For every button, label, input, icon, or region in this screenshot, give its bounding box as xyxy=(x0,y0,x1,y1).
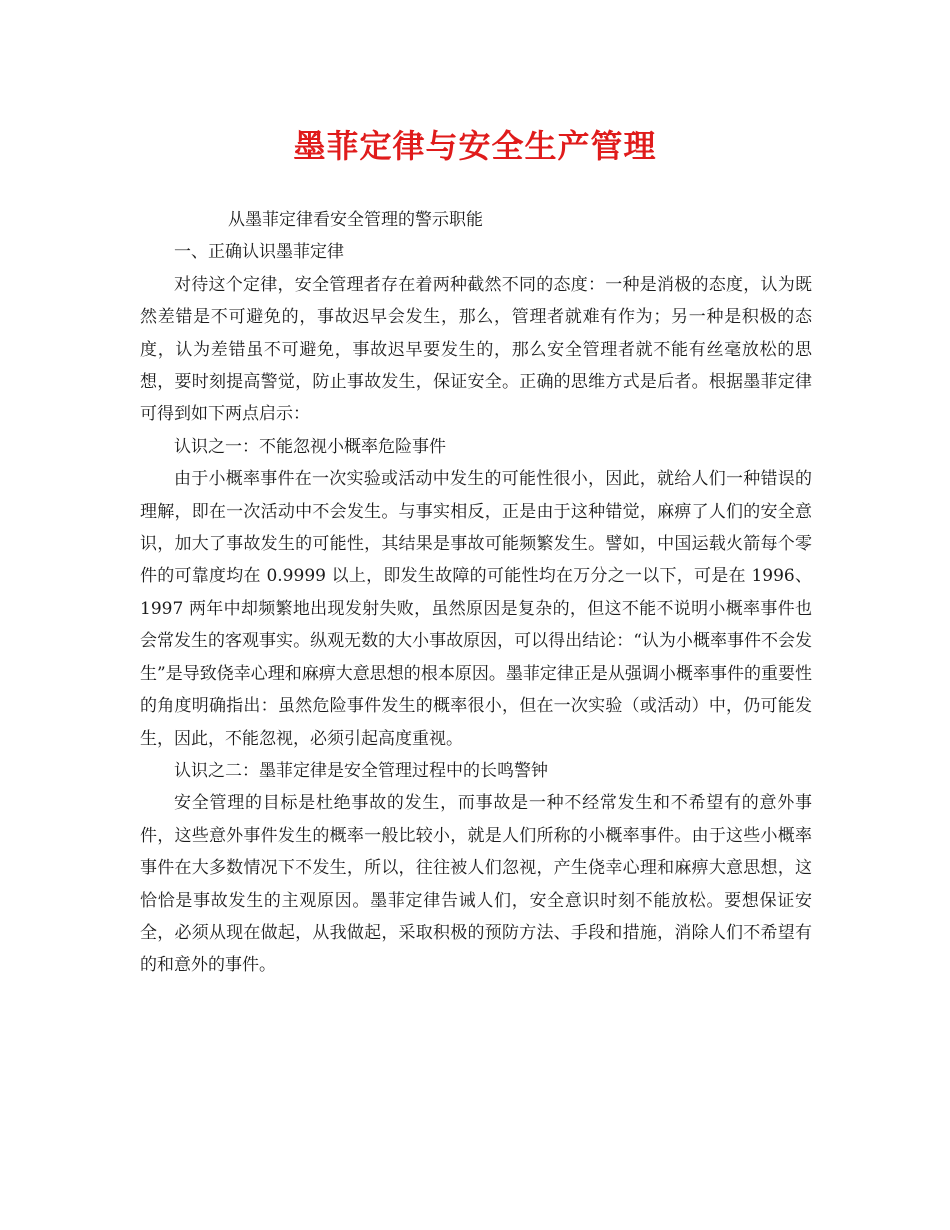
section-heading: 一、正确认识墨菲定律 xyxy=(174,242,344,263)
point-heading: 认识之二：墨菲定律是安全管理过程中的长鸣警钟 xyxy=(174,760,548,781)
document-subtitle: 从墨菲定律看安全管理的警示职能 xyxy=(228,210,483,230)
document-body xyxy=(140,204,812,982)
body-paragraph: 对待这个定律，安全管理者存在着两种截然不同的态度：一种是消极的态度，认为既然差错是不可避免的，事故迟早会发生，那么，管理者就难有作为；另一种是积极的态度，认为差错虽不可避免，事故迟早要发生的，那么安全管理者就不能有丝毫放松的思想，要时刻提高警觉，防止事故发生，保证安全。正确的思维方式是后者。根据墨菲定律可得到如下两点启示： xyxy=(140,274,812,425)
point-heading: 认识之一：不能忽视小概率危险事件 xyxy=(174,436,446,457)
body-paragraph: 由于小概率事件在一次实验或活动中发生的可能性很小，因此，就给人们一种错误的理解，即在一次活动中不会发生。与事实相反，正是由于这种错觉，麻痹了人们的安全意识，加大了事故发生的可能性，其结果是事故可能频繁发生。譬如，中国运载火箭每个零件的可靠度均在 0.9999 以上，即发生故障的可能性均在万分之一以下，可是在 1996、1997 两年中却频繁地出现发射失败，虽然原因是复杂的，但这不能不说明小概率事件也会常发生的客观事实。纵观无数的大小事故原因，可以得出结论：“认为小概率事件不会发生”是导致侥幸心理和麻痹大意思想的根本原因。墨菲定律正是从强调小概率事件的重要性的角度明确指出：虽然危险事件发生的概率很小，但在一次实验（或活动）中，仍可能发生，因此，不能忽视，必须引起高度重视。 xyxy=(140,469,812,749)
body-paragraph: 安全管理的目标是杜绝事故的发生，而事故是一种不经常发生和不希望有的意外事件，这些意外事件发生的概率一般比较小，就是人们所称的小概率事件。由于这些小概率事件在大多数情况下不发生，所以，往往被人们忽视，产生侥幸心理和麻痹大意思想，这恰恰是事故发生的主观原因。墨菲定律告诫人们，安全意识时刻不能放松。要想保证安全，必须从现在做起，从我做起，采取积极的预防方法、手段和措施，消除人们不希望有的和意外的事件。 xyxy=(140,793,812,976)
document-title: 墨菲定律与安全生产管理 xyxy=(293,127,657,165)
